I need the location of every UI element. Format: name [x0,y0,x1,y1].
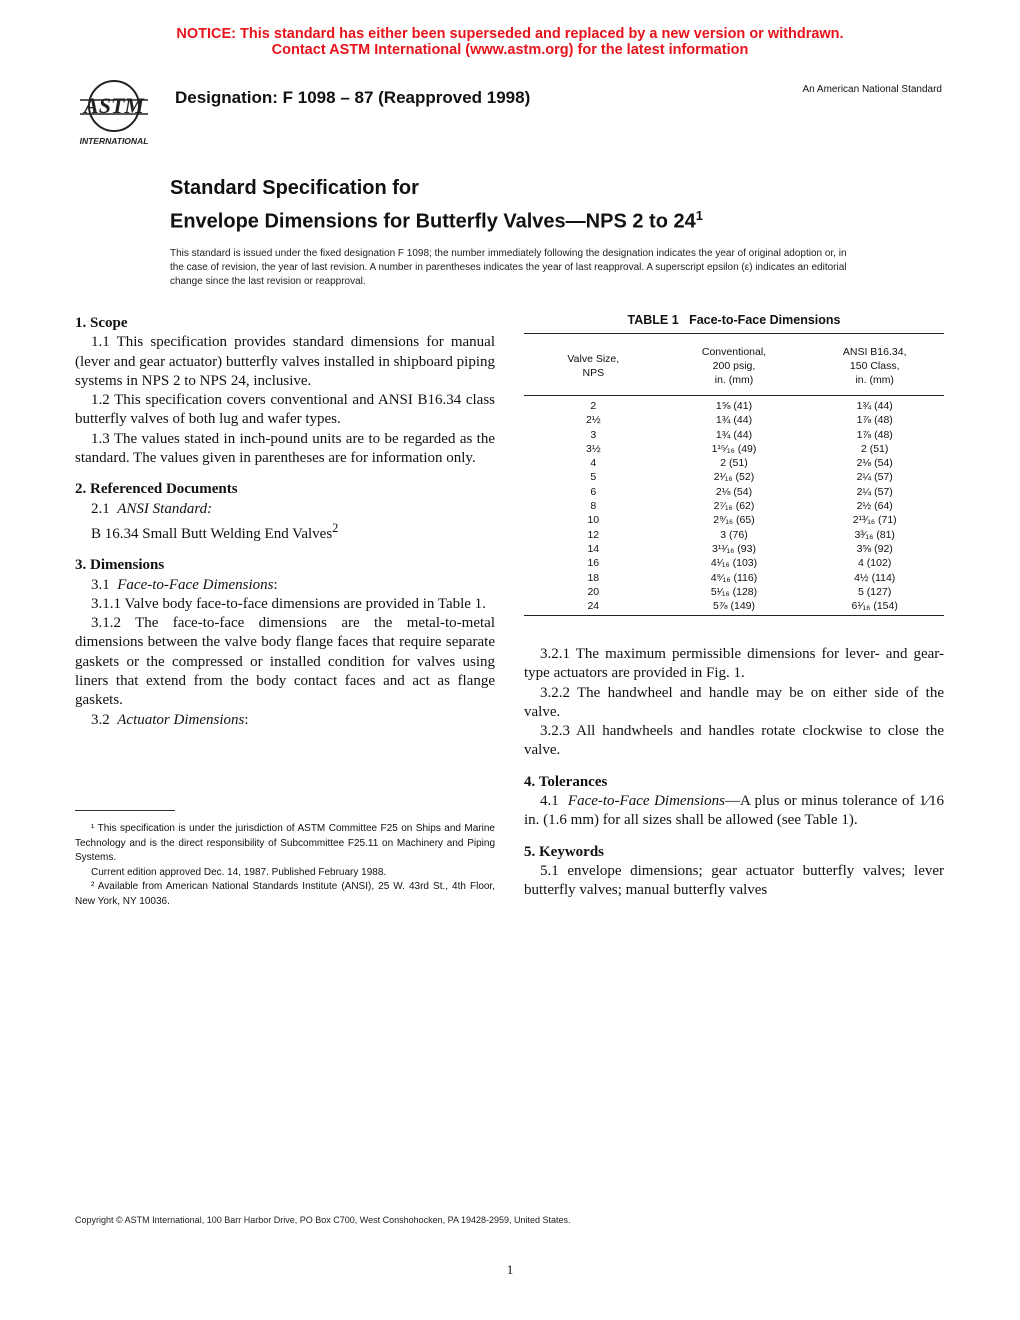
para-2-1: 2.1 ANSI Standard: [91,500,213,517]
table-header-row [524,334,944,396]
notice-line-1: NOTICE: This standard has either been superseded and replaced by a new version or withdrawn. [176,26,844,42]
cell-conventional: 2⁷⁄₁₆ (62) [713,500,755,513]
notice-line-2: Contact ASTM International (www.astm.org) for the latest information [271,42,749,58]
table-row [524,513,944,527]
cell-valve-size: 14 [587,542,600,555]
col-header-valve-size: Valve Size, NPS [524,334,663,396]
heading-dimensions: 3. Dimensions [75,557,165,574]
cell-valve-size: 3 [590,428,597,441]
table-row [524,485,944,499]
heading-referenced-documents: 2. Referenced Documents [75,481,238,498]
cell-valve-size: 6 [590,485,597,498]
heading-keywords: 5. Keywords [524,843,604,860]
table-row [524,396,944,414]
cell-ansi: 2¼ (57) [856,485,893,498]
cell-conventional: 1⅝ (41) [715,400,753,412]
para-3-2-2: 3.2.2 The handwheel and handle may be on either side of the valve. [524,684,944,720]
logo-subtext: INTERNATIONAL [79,136,149,146]
cell-valve-size: 10 [587,514,600,527]
left-column [75,314,495,730]
cell-conventional: 5¹⁄₁₆ (128) [710,585,758,598]
table-caption: TABLE 1 Face-to-Face Dimensions [627,313,841,327]
cell-conventional: 2⁹⁄₁₆ (65) [713,514,755,527]
cell-ansi: 1⅞ (48) [856,414,893,427]
cell-ansi: 2¼ (57) [856,471,893,484]
para-4-1: 4.1 Face-to-Face Dimensions—A plus or minus tolerance of 1⁄16 in. (1.6 mm) for all sizes shall be allowed (see Table 1). [524,793,945,829]
table-row [524,571,944,585]
para-1-1: 1.1 This specification provides standard dimensions for manual (lever and gear actuator) butterfly valves installed in shipboard piping systems in NPS 2 to NPS 24, inclusive. [75,334,495,389]
para-3-1-2: 3.1.2 The face-to-face dimensions are the metal-to-metal dimensions between the valve body flange faces that require separate gaskets or the compressed or installed condition for valves using liners that extend from the body contact faces and act as flange gaskets. [75,615,495,709]
copyright: Copyright © ASTM International, 100 Barr Harbor Drive, PO Box C700, West Conshohocken, PA 19428-2959, United States. [75,1215,571,1225]
footnotes [75,822,495,910]
cell-valve-size: 8 [590,500,597,513]
table-row [524,442,944,456]
notice-banner [0,26,1020,58]
table-row [524,542,944,556]
cell-conventional: 4¹⁄₁₆ (103) [710,557,758,570]
designation: Designation: F 1098 – 87 (Reapproved 1998) [175,88,531,107]
cell-conventional: 1¾ (44) [715,414,753,427]
cell-valve-size: 4 [590,457,597,470]
col-header-conventional: Conventional, 200 psig, in. (mm) [663,334,806,396]
issued-note: This standard is issued under the fixed designation F 1098; the number immediately following the designation indicates the year of original adoption or, in the case of revision, the year of last revision. A number in parentheses indicates the year of last reapproval. A superscript epsilon (ε) indicates an editorial change since the last revision or reapproval. [170,248,847,287]
cell-conventional: 2⅛ (54) [715,485,753,498]
face-to-face-table [524,333,944,616]
cell-ansi: 4½ (114) [854,571,896,584]
logo-text: ASTM [84,93,144,118]
cell-valve-size: 18 [587,571,600,584]
cell-conventional: 2 (51) [720,457,748,470]
title-line-2: Envelope Dimensions for Butterfly Valves—NPS 2 to $24^1$ [170,208,703,233]
document-title [170,175,703,236]
cell-valve-size: 12 [587,528,600,541]
cell-ansi: 2⅛ (54) [856,457,893,470]
cell-valve-size: 5 [590,471,597,484]
cell-ansi: 1⅞ (48) [856,428,893,441]
cell-conventional: 3¹¹⁄₁₆ (93) [712,542,756,555]
title-line-1: Standard Specification for [170,177,419,199]
table-body [524,396,944,616]
table-row [524,456,944,470]
cell-conventional: 3 (76) [720,528,748,541]
cell-valve-size: 2½ [585,414,601,427]
footnote-1: ¹ This specification is under the jurisdiction of ASTM Committee F25 on Ships and Marine Technology and is the direct responsibility of Subcommittee F25.11 on Machinery and Piping Systems. [75,823,495,864]
para-3-1: 3.1 Face-to-Face Dimensions: [91,576,278,593]
cell-valve-size: 16 [587,557,600,570]
cell-ansi: 5 (127) [858,585,892,598]
table-row [524,599,944,616]
col-header-ansi: ANSI B16.34, 150 Class, in. (mm) [805,334,944,396]
table-row [524,585,944,599]
cell-valve-size: 2 [590,400,597,412]
cell-ansi: 2 (51) [860,442,889,455]
para-3-1-1: 3.1.1 Valve body face-to-face dimensions are provided in Table 1. [91,595,486,612]
cell-ansi: 3³⁄₁₆ (81) [854,528,895,541]
cell-ansi: 4 (102) [858,557,892,570]
para-3-2: 3.2 Actuator Dimensions: [91,711,249,728]
table-row [524,413,944,427]
para-1-3: 1.3 The values stated in inch-pound units are to be regarded as the standard. The values given in parentheses are for information only. [75,430,495,467]
page-number: 1 [506,1262,514,1277]
cell-ansi: 2¹³⁄₁₆ (71) [852,514,897,527]
table-row [524,499,944,513]
footnote-rule [75,810,175,811]
footnote-2: ² Available from American National Standards Institute (ANSI), 25 W. 43rd St., 4th Floor, New York, NY 10036. [75,881,495,907]
para-ansi-b1634: B 16.34 Small Butt Welding End Valves$^2$ [91,520,339,542]
cell-conventional: 5⅞ (149) [663,599,806,616]
right-column [524,645,944,901]
para-3-2-1: 3.2.1 The maximum permissible dimensions for lever- and gear-type actuators are provided in Fig. 1. [524,646,944,682]
title-footnote-mark: 1 [695,208,703,223]
cell-conventional: 1¾ (44) [715,428,753,441]
heading-tolerances: 4. Tolerances [524,773,608,790]
cell-ansi: 1¾ (44) [856,400,893,412]
astm-logo [66,78,162,148]
cell-conventional: 1¹⁵⁄₁₆ (49) [711,442,757,455]
para-3-2-3: 3.2.3 All handwheels and handles rotate clockwise to close the valve. [524,723,944,759]
table-row [524,556,944,570]
table-row [524,428,944,442]
cell-ansi: 6¹⁄₁₆ (154) [805,599,944,616]
cell-valve-size: 24 [524,599,663,616]
heading-scope: 1. Scope [75,315,128,331]
table-row [524,528,944,542]
cell-valve-size: 20 [587,585,600,598]
para-5-1: 5.1 envelope dimensions; gear actuator butterfly valves; lever butterfly valves; manual butterfly valves [524,862,944,899]
cell-ansi: 3⅝ (92) [856,542,893,555]
table-row [524,470,944,484]
cell-valve-size: 3½ [585,442,601,455]
cell-conventional: 4⁹⁄₁₆ (116) [710,571,758,584]
footnote-1b: Current edition approved Dec. 14, 1987. Published February 1988. [91,866,387,878]
para-1-2: 1.2 This specification covers conventional and ANSI B16.34 class butterfly valves of both lug and wafer types. [75,392,495,428]
national-standard-label: An American National Standard [802,84,942,95]
cell-ansi: 2½ (64) [856,500,893,513]
cell-conventional: 2¹⁄₁₆ (52) [713,471,755,484]
